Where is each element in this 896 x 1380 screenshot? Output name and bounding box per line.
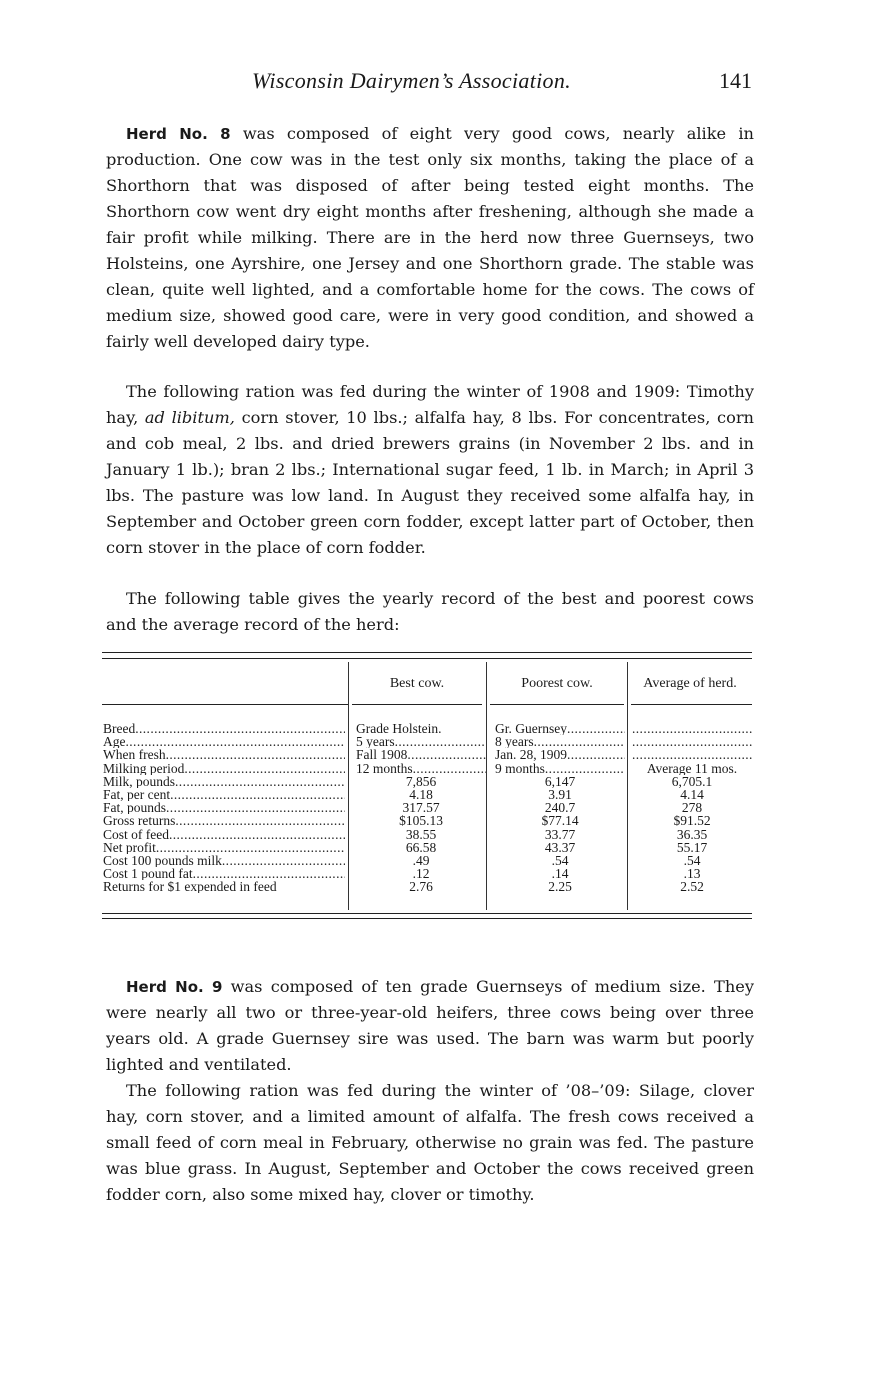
poorest-cost-1-fat: .14	[551, 867, 569, 881]
average-gross-returns: $91.52	[673, 814, 711, 828]
average-returns-per-dollar: 2.52	[680, 880, 704, 894]
poorest-fat-pounds: 240.7	[544, 801, 576, 815]
herd8-p2-end: corn stover, 10 lbs.; alfalfa hay, 8 lbs. For concentrates, corn and cob meal, 2 lbs. and dried brewers grains (in November 2 lbs. and in January 1 lb.); bran 2 lbs.; International sugar feed, 1 lb. in March; in April 3 lbs. The pasture was low land. In August they received some alfalfa hay, in September and October green corn fodder, except latter part of October, then corn stover in the place of corn fodder.	[106, 408, 754, 557]
label-cost-of-feed: Cost of feed .....	[103, 828, 345, 841]
poorest-cost-100-milk: .54	[551, 853, 569, 868]
poorest-milking-period: 9 months .....	[495, 762, 625, 775]
herd9-p1-text: was composed of ten grade Guernseys of medium size. They were nearly all two or three-year-old heifers, three cows being over three years old. A grade Guernsey sire was used. The barn was warm but poorly lighted and ventilated.	[106, 977, 754, 1074]
label-breed: Breed .....	[103, 722, 345, 735]
herd9-paragraph-1	[106, 974, 754, 1078]
label-cost-1-pound-fat: Cost 1 pound fat .....	[103, 867, 345, 880]
poorest-age: 8 years .....	[495, 735, 625, 748]
poorest-gross-returns: $77.14	[541, 814, 579, 828]
herd9-p2-text: The following ration was fed during the winter of ’08–’09: Silage, clover hay, corn stover, and a limited amount of alfalfa. The fresh cows received a small feed of corn meal in February, otherwise no grain was fed. The pasture was blue grass. In August, September and October the cows received green fodder corn, also some mixed hay, clover or timothy.	[106, 1081, 754, 1204]
average-herd-column	[632, 722, 752, 893]
table-bottom-rule	[102, 913, 752, 914]
running-title: Wisconsin Dairymen’s Association.	[252, 68, 571, 93]
label-age: Age .....	[103, 735, 345, 748]
label-gross-returns: Gross returns .....	[103, 814, 345, 827]
poorest-when-fresh: Jan. 28, 1909 .....	[495, 748, 625, 761]
average-when-fresh	[632, 748, 752, 761]
average-cost-of-feed: 36.35	[676, 827, 708, 841]
poorest-breed: Gr. Guernsey .....	[495, 722, 625, 735]
header-best-cow: Best cow.	[389, 676, 445, 691]
table-top-rule-2	[102, 658, 752, 659]
label-when-fresh: When fresh .....	[103, 748, 345, 761]
herd8-p1-text: was composed of eight very good cows, nearly alike in production. One cow was in the test only six months, taking the place of a Shorthorn that was disposed of after being tested eight months. The Shorthorn cow went dry eight months after freshening, although she made a fair profit while milking. There are in the herd now three Guernseys, two Holsteins, one Ayrshire, one Jersey and one Shorthorn grade. The stable was clean, quite well lighted, and a comfortable home for the cows. The cows of medium size, showed good care, were in very good condition, and showed a fairly well developed dairy type.	[106, 124, 754, 351]
running-head	[106, 68, 754, 100]
label-milk-pounds: Milk, pounds .....	[103, 775, 345, 788]
best-net-profit: 66.58	[405, 840, 437, 854]
average-fat-per-cent: 4.14	[680, 787, 704, 802]
best-fat-per-cent: 4.18	[409, 787, 433, 802]
header-underline-poorest	[490, 704, 624, 705]
header-underline-labels	[102, 704, 348, 705]
label-net-profit: Net profit .....	[103, 841, 345, 854]
best-returns-per-dollar: 2.76	[409, 880, 433, 894]
best-gross-returns: $105.13	[399, 814, 443, 828]
poorest-net-profit: 43.37	[544, 840, 576, 854]
label-fat-pounds: Fat, pounds .....	[103, 801, 345, 814]
table-top-rule	[102, 652, 752, 653]
page-number: 141	[719, 68, 752, 93]
herd8-paragraph-2	[106, 379, 754, 561]
best-cow-column	[356, 722, 486, 893]
header-poorest-cow: Poorest cow.	[521, 676, 593, 691]
poorest-cow-column	[495, 722, 625, 893]
best-milking-period: 12 months .....	[356, 762, 486, 775]
label-milking-period: Milking period .....	[103, 762, 345, 775]
best-breed: Grade Holstein.	[356, 722, 442, 736]
header-underline-best	[352, 704, 482, 705]
herd9-lead: Herd No. 9	[126, 978, 223, 996]
label-cost-100-pounds-milk: Cost 100 pounds milk .....	[103, 854, 345, 867]
poorest-cost-of-feed: 33.77	[544, 827, 576, 841]
poorest-fat-per-cent: 3.91	[548, 787, 572, 802]
herd8-p2-italic: ad libitum,	[144, 408, 235, 427]
table-bottom-rule-2	[102, 918, 752, 919]
best-cost-1-fat: .12	[412, 867, 430, 881]
average-net-profit: 55.17	[676, 840, 708, 854]
herd9-paragraph-2	[106, 1078, 754, 1208]
label-fat-per-cent: Fat, per cent .....	[103, 788, 345, 801]
average-fat-pounds: 278	[681, 801, 703, 815]
herd8-paragraph-3	[106, 586, 754, 638]
header-underline-average	[631, 704, 752, 705]
best-age: 5 years .....	[356, 735, 486, 748]
average-milk-pounds: 6,705.1	[671, 774, 713, 788]
label-returns-per-dollar: Returns for $1 expended in feed	[103, 880, 277, 894]
average-cost-1-fat: .13	[683, 867, 701, 881]
average-milking-period: Average 11 mos.	[646, 761, 738, 775]
herd8-paragraph-1	[106, 121, 754, 355]
best-cost-of-feed: 38.55	[405, 827, 437, 841]
herd8-p3-text: The following table gives the yearly record of the best and poorest cows and the average record of the herd:	[106, 589, 754, 634]
best-milk-pounds: 7,856	[405, 774, 437, 788]
poorest-returns-per-dollar: 2.25	[548, 880, 572, 894]
herd8-lead: Herd No. 8	[126, 125, 231, 143]
best-fat-pounds: 317.57	[402, 801, 440, 815]
best-cost-100-milk: .49	[412, 853, 430, 868]
poorest-milk-pounds: 6,147	[544, 774, 576, 788]
table-vrule-2	[486, 662, 487, 910]
herd-record-table	[102, 652, 752, 920]
table-vrule-1	[348, 662, 349, 910]
table-vrule-3	[627, 662, 628, 910]
header-average-herd: Average of herd.	[643, 676, 737, 691]
average-breed	[632, 722, 752, 735]
average-age	[632, 735, 752, 748]
best-when-fresh: Fall 1908 .....	[356, 748, 486, 761]
average-cost-100-milk: .54	[683, 853, 701, 868]
row-labels	[103, 722, 345, 893]
herd8-p2-start: The following ration was fed during the winter of 1908 and 1909: Timothy hay,	[106, 382, 754, 427]
